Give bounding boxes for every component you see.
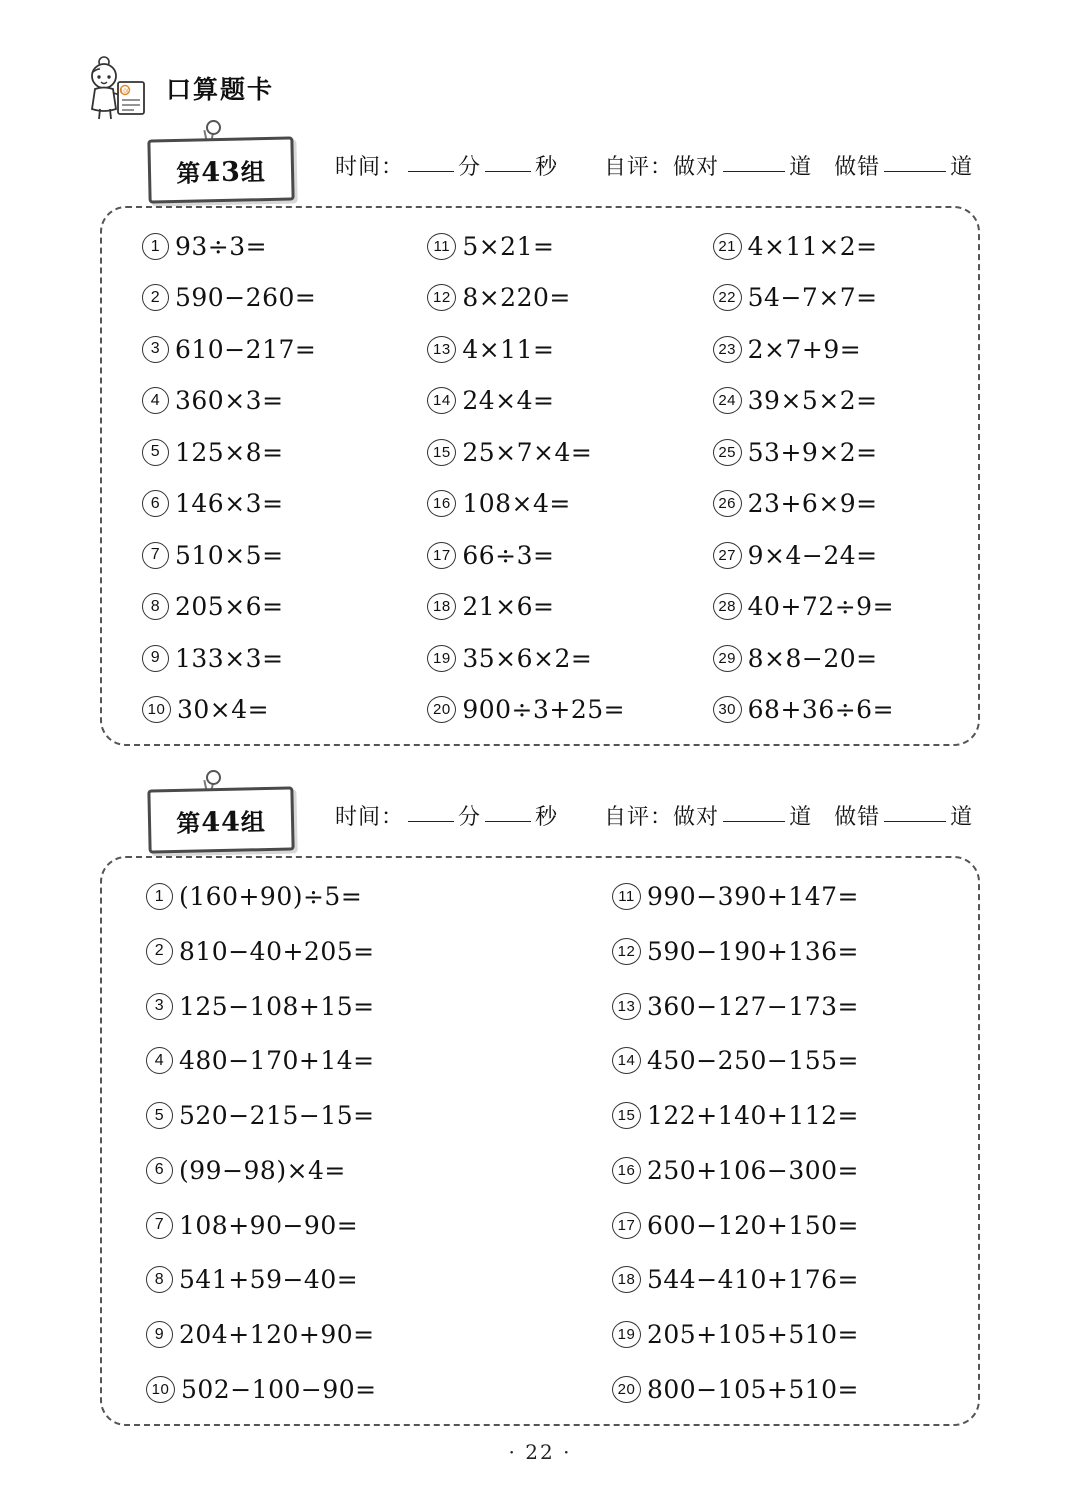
question-index: 16 bbox=[427, 490, 456, 517]
question-text: 204+120+90= bbox=[179, 1320, 375, 1350]
question-index: 9 bbox=[142, 645, 169, 672]
question-column-2 bbox=[512, 882, 978, 1404]
question-item bbox=[612, 1046, 978, 1075]
question-item bbox=[142, 386, 407, 415]
question-text: 4×11= bbox=[462, 334, 555, 364]
question-text: 8×8−20= bbox=[747, 643, 878, 673]
page-footer: · 22 · bbox=[508, 1440, 572, 1464]
question-index: 20 bbox=[612, 1376, 641, 1403]
page-title: 口算题卡 bbox=[166, 75, 275, 104]
question-index: 26 bbox=[713, 490, 742, 517]
question-text: 68+36÷6= bbox=[747, 694, 895, 724]
question-index: 1 bbox=[142, 233, 169, 260]
question-text: (99−98)×4= bbox=[179, 1155, 346, 1185]
tag-prefix: 第 bbox=[175, 807, 202, 838]
question-text: 2×7+9= bbox=[747, 334, 862, 364]
second-unit: 秒 bbox=[535, 155, 559, 180]
question-text: 66÷3= bbox=[462, 540, 555, 570]
question-item bbox=[142, 283, 407, 312]
tag-number: 44 bbox=[200, 806, 242, 838]
question-item bbox=[713, 541, 978, 570]
question-text: 39×5×2= bbox=[747, 386, 878, 416]
question-text: 53+9×2= bbox=[747, 437, 878, 467]
wrong-unit: 道 bbox=[950, 155, 974, 180]
question-item bbox=[146, 1375, 512, 1404]
question-text: 520−215−15= bbox=[179, 1101, 375, 1131]
question-text: 205+105+510= bbox=[647, 1320, 859, 1350]
question-text: 25×7×4= bbox=[462, 437, 593, 467]
question-text: 21×6= bbox=[462, 592, 555, 622]
question-index: 13 bbox=[427, 336, 456, 363]
seconds-blank[interactable] bbox=[485, 821, 531, 822]
question-text: 108+90−90= bbox=[179, 1210, 359, 1240]
question-text: 510×5= bbox=[175, 540, 284, 570]
question-item bbox=[146, 1101, 512, 1130]
question-index: 17 bbox=[612, 1212, 641, 1239]
question-index: 25 bbox=[713, 439, 742, 466]
question-index: 6 bbox=[142, 490, 169, 517]
svg-text:100: 100 bbox=[119, 89, 131, 95]
question-item bbox=[142, 232, 407, 261]
question-index: 24 bbox=[713, 387, 742, 414]
question-index: 7 bbox=[142, 542, 169, 569]
question-item bbox=[612, 882, 978, 911]
question-item bbox=[612, 1156, 978, 1185]
tag-pin-icon bbox=[206, 120, 221, 135]
question-item bbox=[146, 882, 512, 911]
question-text: 23+6×9= bbox=[747, 489, 878, 519]
question-text: 125×8= bbox=[175, 437, 284, 467]
question-text: 502−100−90= bbox=[181, 1374, 377, 1404]
wrong-blank[interactable] bbox=[884, 821, 946, 822]
question-index: 11 bbox=[612, 883, 641, 910]
group-header bbox=[0, 778, 1080, 856]
question-item bbox=[146, 1211, 512, 1240]
question-item bbox=[612, 1265, 978, 1294]
question-index: 13 bbox=[612, 993, 641, 1020]
question-item bbox=[427, 438, 692, 467]
question-item bbox=[612, 937, 978, 966]
group-block-43 bbox=[0, 128, 1080, 746]
question-text: 35×6×2= bbox=[462, 643, 593, 673]
question-item bbox=[713, 695, 978, 724]
question-index: 5 bbox=[146, 1102, 173, 1129]
seconds-blank[interactable] bbox=[485, 171, 531, 172]
question-text: 93÷3= bbox=[175, 232, 268, 261]
question-item bbox=[142, 592, 407, 621]
question-item bbox=[146, 1320, 512, 1349]
minute-unit: 分 bbox=[458, 805, 482, 830]
question-item bbox=[713, 232, 978, 261]
question-item bbox=[142, 335, 407, 364]
girl-with-worksheet-icon bbox=[78, 52, 152, 124]
question-text: 360−127−173= bbox=[647, 991, 859, 1021]
question-index: 1 bbox=[146, 883, 173, 910]
question-item bbox=[713, 489, 978, 518]
question-item bbox=[427, 489, 692, 518]
question-index: 19 bbox=[612, 1321, 641, 1348]
question-text: 800−105+510= bbox=[647, 1374, 859, 1404]
time-label: 时间： bbox=[335, 155, 405, 180]
second-unit: 秒 bbox=[535, 805, 559, 830]
question-item bbox=[713, 386, 978, 415]
question-index: 12 bbox=[612, 938, 641, 965]
question-text: 122+140+112= bbox=[647, 1101, 859, 1131]
question-text: 30×4= bbox=[177, 694, 270, 724]
minutes-blank[interactable] bbox=[408, 821, 454, 822]
question-item bbox=[142, 695, 407, 724]
question-index: 4 bbox=[146, 1047, 173, 1074]
question-index: 23 bbox=[713, 336, 742, 363]
question-index: 14 bbox=[427, 387, 456, 414]
question-text: 590−260= bbox=[175, 283, 317, 313]
minutes-blank[interactable] bbox=[408, 171, 454, 172]
wrong-unit: 道 bbox=[950, 805, 974, 830]
minute-unit: 分 bbox=[458, 155, 482, 180]
question-text: 450−250−155= bbox=[647, 1046, 859, 1076]
question-index: 15 bbox=[612, 1102, 641, 1129]
question-index: 30 bbox=[713, 696, 742, 723]
question-item bbox=[427, 695, 692, 724]
question-text: 54−7×7= bbox=[747, 283, 878, 313]
question-item bbox=[612, 1320, 978, 1349]
question-index: 17 bbox=[427, 542, 456, 569]
question-text: 541+59−40= bbox=[179, 1265, 359, 1295]
question-item bbox=[713, 644, 978, 673]
question-index: 10 bbox=[146, 1376, 175, 1403]
question-text: 610−217= bbox=[175, 334, 317, 364]
question-index: 29 bbox=[713, 645, 742, 672]
question-index: 22 bbox=[713, 284, 742, 311]
correct-blank[interactable] bbox=[723, 171, 785, 172]
question-index: 18 bbox=[612, 1266, 641, 1293]
question-index: 12 bbox=[427, 284, 456, 311]
question-index: 4 bbox=[142, 387, 169, 414]
question-text: 360×3= bbox=[175, 386, 284, 416]
question-item bbox=[146, 1265, 512, 1294]
question-text: 125−108+15= bbox=[179, 991, 375, 1021]
question-index: 10 bbox=[142, 696, 171, 723]
question-text: 480−170+14= bbox=[179, 1046, 375, 1076]
question-item bbox=[427, 232, 692, 261]
time-label: 时间： bbox=[335, 805, 405, 830]
question-text: 990−390+147= bbox=[647, 882, 859, 911]
page-header bbox=[78, 52, 274, 124]
question-item bbox=[427, 644, 692, 673]
group-block-44 bbox=[0, 778, 1080, 1426]
question-column-3 bbox=[693, 232, 978, 724]
question-text: 5×21= bbox=[462, 232, 555, 261]
question-text: 4×11×2= bbox=[747, 232, 878, 261]
self-eval-label: 自评：做对 bbox=[604, 155, 720, 180]
question-item bbox=[427, 283, 692, 312]
question-text: (160+90)÷5= bbox=[179, 882, 363, 911]
group-tag bbox=[147, 136, 294, 203]
question-index: 5 bbox=[142, 439, 169, 466]
correct-unit: 道 bbox=[789, 805, 813, 830]
question-item bbox=[427, 335, 692, 364]
question-text: 600−120+150= bbox=[647, 1210, 859, 1240]
question-item bbox=[146, 1156, 512, 1185]
question-index: 18 bbox=[427, 593, 456, 620]
question-text: 590−190+136= bbox=[647, 936, 859, 966]
question-index: 15 bbox=[427, 439, 456, 466]
question-item bbox=[146, 937, 512, 966]
question-item bbox=[612, 992, 978, 1021]
question-text: 8×220= bbox=[462, 283, 571, 313]
question-item bbox=[713, 592, 978, 621]
correct-unit: 道 bbox=[789, 155, 813, 180]
question-text: 250+106−300= bbox=[647, 1155, 859, 1185]
group-meta bbox=[335, 150, 973, 181]
question-item bbox=[427, 541, 692, 570]
question-text: 146×3= bbox=[175, 489, 284, 519]
question-item bbox=[142, 438, 407, 467]
tag-pin-icon bbox=[206, 770, 221, 785]
question-text: 544−410+176= bbox=[647, 1265, 859, 1295]
self-eval-label: 自评：做对 bbox=[604, 805, 720, 830]
tag-number: 43 bbox=[200, 156, 242, 188]
tag-suffix: 组 bbox=[240, 806, 267, 837]
question-item bbox=[713, 438, 978, 467]
question-index: 7 bbox=[146, 1212, 173, 1239]
question-index: 2 bbox=[142, 284, 169, 311]
question-column-2 bbox=[407, 232, 692, 724]
question-text: 900÷3+25= bbox=[462, 694, 626, 724]
correct-blank[interactable] bbox=[723, 821, 785, 822]
tag-suffix: 组 bbox=[240, 156, 267, 187]
question-index: 28 bbox=[713, 593, 742, 620]
question-text: 810−40+205= bbox=[179, 936, 375, 966]
question-index: 8 bbox=[146, 1266, 173, 1293]
question-index: 14 bbox=[612, 1047, 641, 1074]
question-index: 16 bbox=[612, 1157, 641, 1184]
question-text: 40+72÷9= bbox=[747, 592, 895, 622]
group-tag bbox=[147, 786, 294, 853]
question-index: 3 bbox=[142, 336, 169, 363]
question-index: 27 bbox=[713, 542, 742, 569]
question-item bbox=[612, 1101, 978, 1130]
question-text: 133×3= bbox=[175, 643, 284, 673]
question-index: 8 bbox=[142, 593, 169, 620]
question-item bbox=[146, 992, 512, 1021]
question-index: 11 bbox=[427, 233, 456, 260]
question-index: 3 bbox=[146, 993, 173, 1020]
question-text: 205×6= bbox=[175, 592, 284, 622]
question-index: 21 bbox=[713, 233, 742, 260]
group-meta bbox=[335, 800, 973, 831]
question-item bbox=[146, 1046, 512, 1075]
question-item bbox=[612, 1375, 978, 1404]
question-text: 24×4= bbox=[462, 386, 555, 416]
question-item bbox=[713, 335, 978, 364]
question-index: 19 bbox=[427, 645, 456, 672]
group-header bbox=[0, 128, 1080, 206]
question-column-1 bbox=[102, 882, 512, 1404]
question-column-1 bbox=[102, 232, 407, 724]
question-item bbox=[142, 489, 407, 518]
question-text: 108×4= bbox=[462, 489, 571, 519]
questions-box-44 bbox=[100, 856, 980, 1426]
question-index: 6 bbox=[146, 1157, 173, 1184]
question-index: 20 bbox=[427, 696, 456, 723]
wrong-blank[interactable] bbox=[884, 171, 946, 172]
question-index: 9 bbox=[146, 1321, 173, 1348]
question-item bbox=[427, 386, 692, 415]
question-text: 9×4−24= bbox=[747, 540, 878, 570]
question-item bbox=[142, 541, 407, 570]
question-item bbox=[142, 644, 407, 673]
wrong-label: 做错 bbox=[834, 155, 881, 180]
questions-box-43 bbox=[100, 206, 980, 746]
wrong-label: 做错 bbox=[834, 805, 881, 830]
question-item bbox=[612, 1211, 978, 1240]
question-index: 2 bbox=[146, 938, 173, 965]
question-item bbox=[427, 592, 692, 621]
question-item bbox=[713, 283, 978, 312]
tag-prefix: 第 bbox=[175, 157, 202, 188]
